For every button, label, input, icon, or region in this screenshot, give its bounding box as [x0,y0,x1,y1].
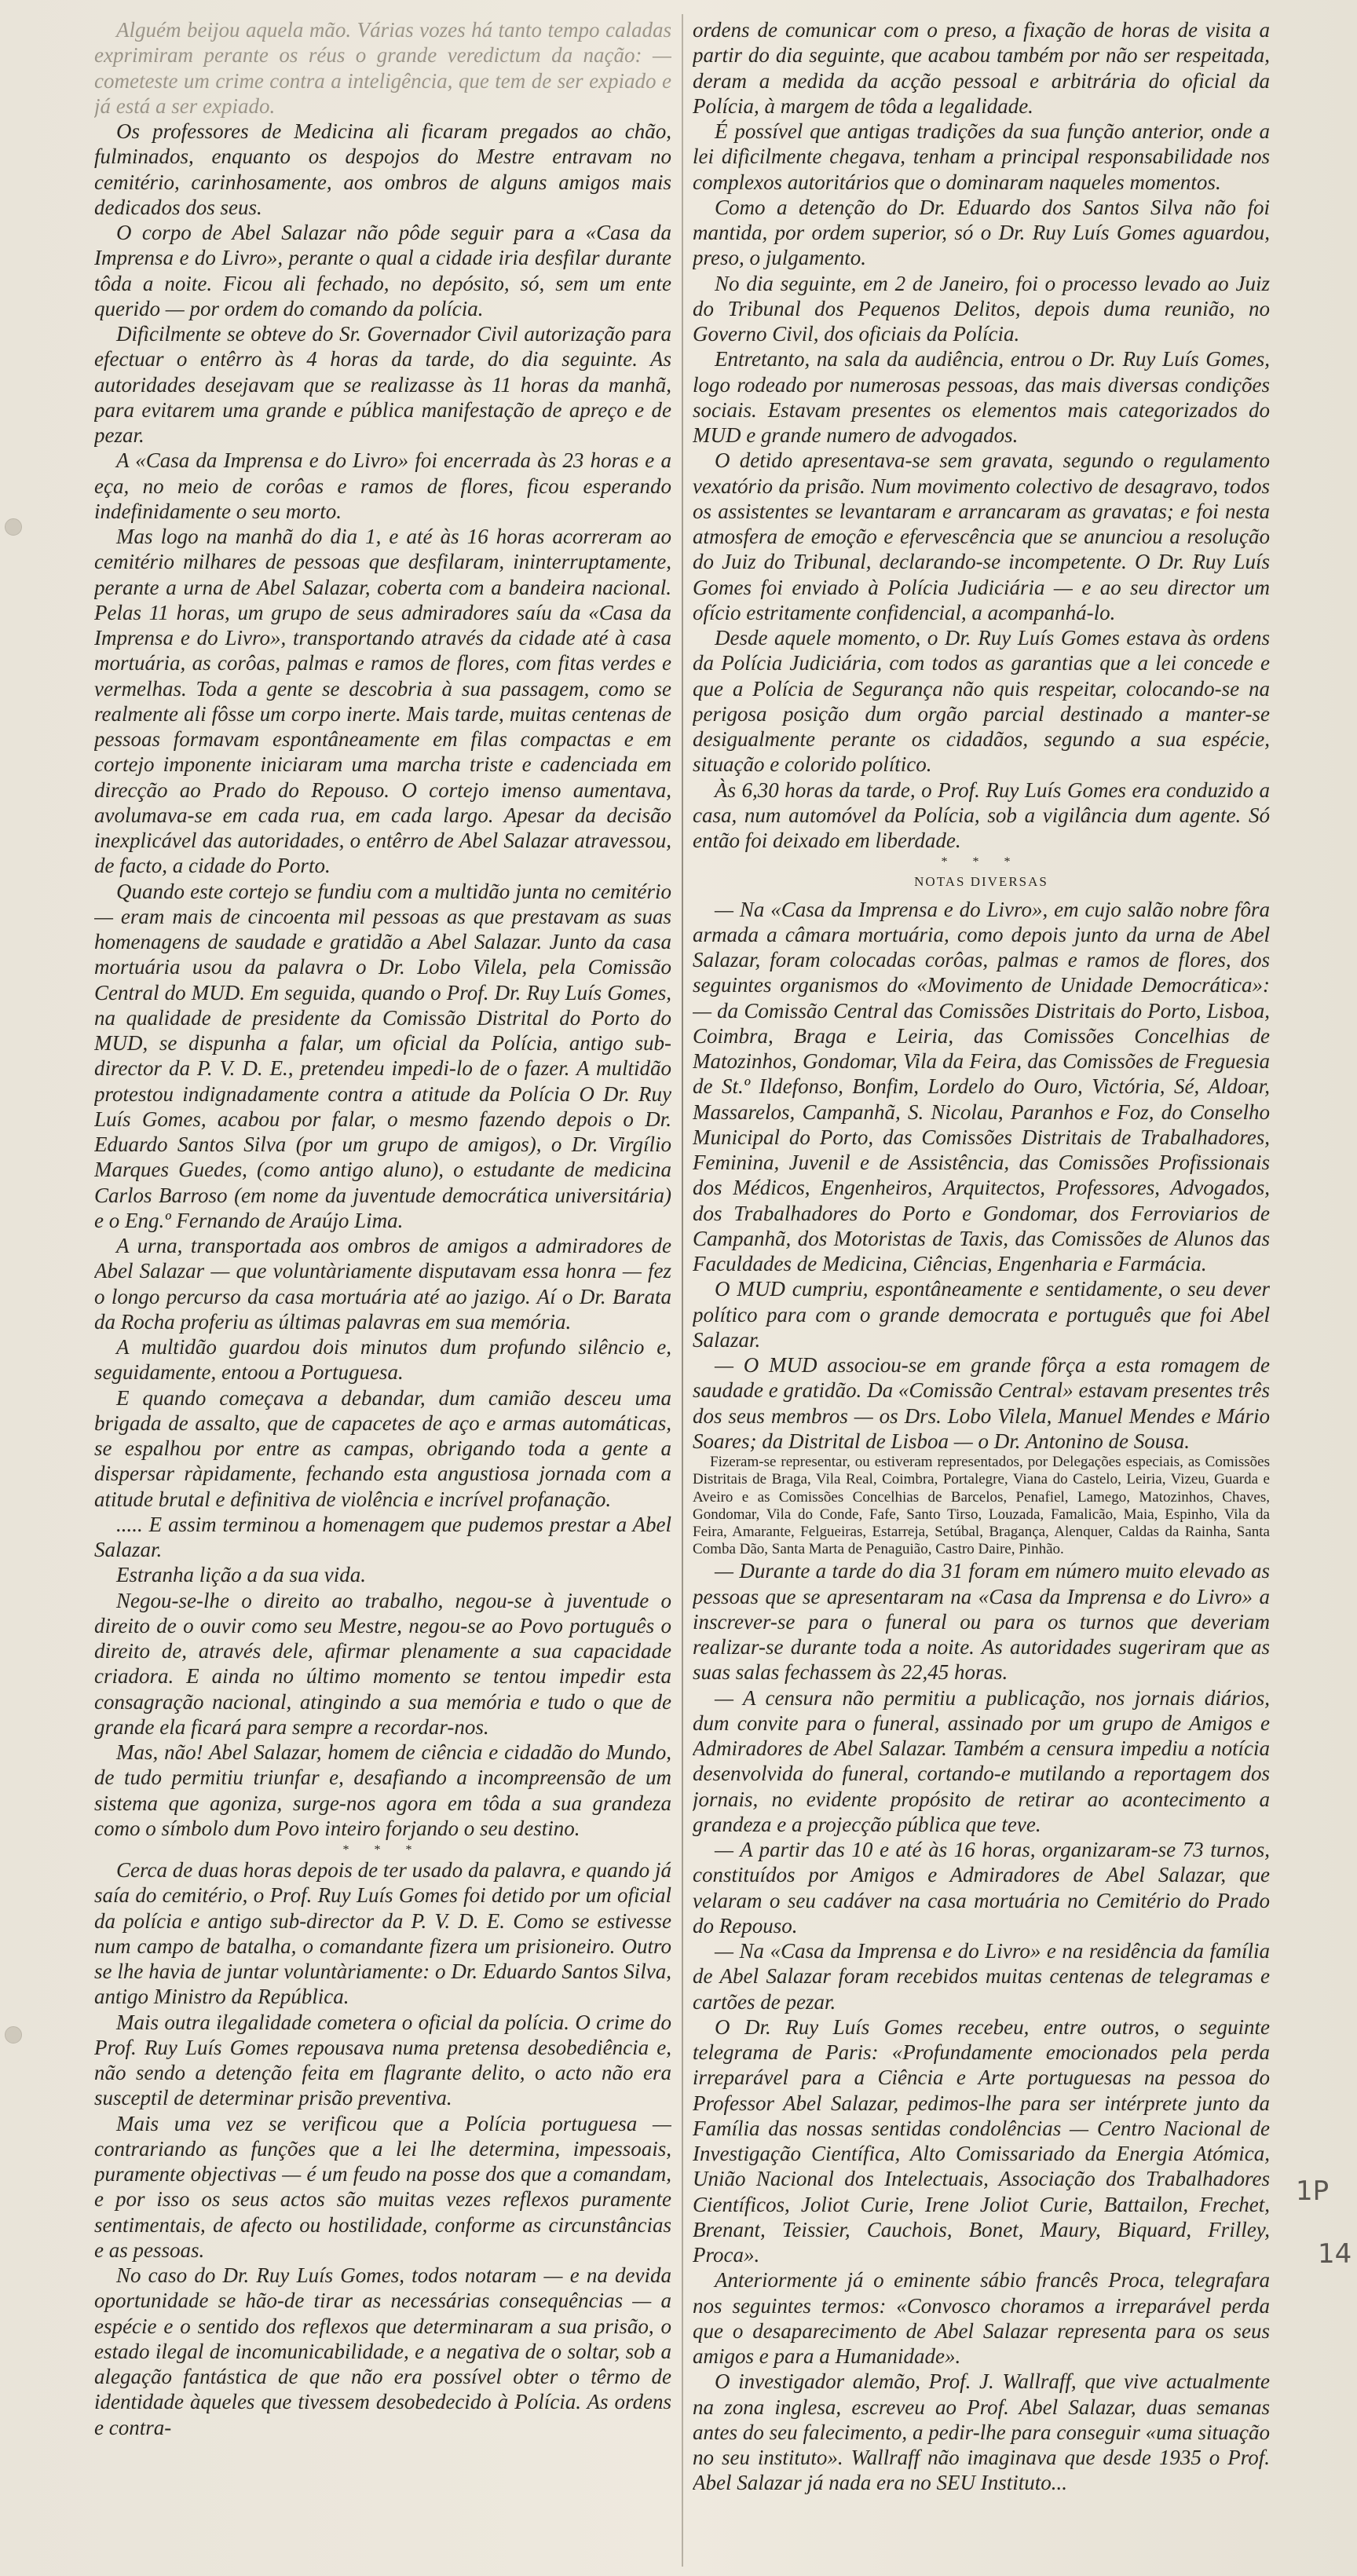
paragraph: Como a detenção do Dr. Eduardo dos Santos Silva não foi mantida, por ordem superior, só o Dr. Ruy Luís Gomes aguardou, preso, o julgamento. [693,195,1270,270]
paragraph: — A partir das 10 e até às 16 horas, organizaram-se 73 turnos, constituídos por Amigos e Admiradores de Abel Salazar, que velaram o seu cadáver na casa mortuária no Cemitério do Prado do Repouso. [693,1838,1270,1937]
paragraph: No dia seguinte, em 2 de Janeiro, foi o processo levado ao Juiz do Tribunal dos Pequenos Delitos, depois duma reunião, no Governo Civil, dos oficiais da Polícia. [693,271,1270,346]
left-column [94,17,671,2566]
paragraph: É possível que antigas tradições da sua função anterior, onde a lei difìcilmente chegava, tenham a principal responsabilidade nos complexos autoritários que o dominaram naqueles momentos. [693,119,1270,194]
paragraph: Quando este cortejo se fundiu com a multidão junta no cemitério — eram mais de cincoenta mil pessoas as que prestavam as suas homenagens de saudade e gratidão a Abel Salazar. Junto da casa mortuária usou da palavra o Dr. Lobo Vilela, pela Comissão Central do MUD. Em seguida, quando o Prof. Dr. Ruy Luís Gomes, na qualidade de presidente da Comissão Distrital do Porto do MUD, se dispunha a falar, um oficial da Polícia, antigo sub-director da P. V. D. E., pretendeu impedi-lo de o fazer. A multidão protestou indignadamente contra a atitude da Polícia O Dr. Ruy Luís Gomes, acabou por falar, o mesmo fazendo depois o Dr. Eduardo Santos Silva (por um grupo de amigos), o Dr. Virgílio Marques Guedes, (como antigo aluno), o estudante de medicina Carlos Barroso (em nome da juventude democrática universitária) e o Eng.º Fernando de Araújo Lima. [94,879,671,1232]
paragraph: A multidão guardou dois minutos dum profundo silêncio e, seguidamente, entoou a Portuguesa. [94,1335,671,1385]
paragraph: O Dr. Ruy Luís Gomes recebeu, entre outros, o seguinte telegrama de Paris: «Profundamente emocionados pela perda irreparável para a Ciência e Arte portuguesas na pessoa do Professor Abel Salazar, pedimos-lhe para ser intérprete junto da Família das nossas sentidas condolências — Centro Nacional de Investigação Científica, Alto Comissariado da Energia Atómica, União Nacional dos Intelectuais, Associação dos Trabalhadores Científicos, Joliot Curie, Irene Joliot Curie, Battailon, Frechet, Brenant, Teissier, Cauchois, Bonet, Maury, Biquard, Frilley, Proca». [693,2014,1270,2267]
paragraph: Mais uma vez se verificou que a Polícia portuguesa — contrariando as funções que a lei lhe determina, impessoais, puramente objectivas — é um feudo na posse dos que a comandam, e por isso os seus actos são muitas vezes reflexos puramente sentimentais, de afecto ou hostilidade, conforme as circunstâncias e as pessoas. [94,2111,671,2262]
paragraph: E quando começava a debandar, dum camião desceu uma brigada de assalto, que de capacetes de aço e armas automáticas, se espalhou por entre as campas, obrigando toda a gente a dispersar ràpidamente, fechando esta angustiosa jornada com a atitude brutal e definitiva de violência e incrível profanação. [94,1385,671,1511]
paragraph: A urna, transportada aos ombros de amigos a admiradores de Abel Salazar — que voluntàriamente disputavam essa honra — fez o longo percurso da casa mortuária até ao jazigo. Aí o Dr. Barata da Rocha proferiu as últimas palavras em sua memória. [94,1234,671,1334]
small-print-paragraph: Fizeram-se representar, ou estiveram representados, por Delegações especiais, as Comissões Distritais de Braga, Vila Real, Coimbra, Portalegre, Viana do Castelo, Leiria, Vizeu, Guarda e Aveiro e as Comissões Concelhias de Barcelos, Penafiel, Lamego, Matozinhos, Chaves, Gondomar, Vila do Conde, Fafe, Santo Tirso, Louzada, Famalicão, Maia, Espinho, Vila da Feira, Amarante, Felgueiras, Estarreja, Setúbal, Bragança, Alenquer, Caldas da Rainha, Santa Comba Dão, Santa Marta de Penaguião, Castro Daire, Pinhão. [693,1454,1270,1558]
paragraph: ordens de comunicar com o preso, a fixação de horas de visita a partir do dia seguinte, que acabou também por não ser respeitada, deram a medida da acção pessoal e arbitrária do oficial da Polícia, à margem de tôda a legalidade. [693,18,1270,118]
handwritten-margin-note: 1P [1296,2175,1330,2207]
handwritten-margin-note: 14 [1318,2238,1352,2270]
binder-hole [5,518,22,536]
binder-hole [5,2026,22,2044]
paragraph: Anteriormente já o eminente sábio francês Proca, telegrafara nos seguintes termos: «Convosco choramos a irreparável perda que o desaparecimento de Abel Salazar representa para os seus amigos e para a Humanidade». [693,2268,1270,2369]
paragraph: O detido apresentava-se sem gravata, segundo o regulamento vexatório da prisão. Num movimento colectivo de desagravo, todos os assistentes se levantaram e arrancaram as gravatas; e foi nesta atmosfera de emoção e efervescência que se anunciou a resolução do Juiz do Tribunal, declarando-se incompetente. O Dr. Ruy Luís Gomes foi enviado à Polícia Judiciária — e ao seu director um ofício estritamente confidencial, a acompanhá-lo. [693,448,1270,624]
paragraph: Mais outra ilegalidade cometera o oficial da polícia. O crime do Prof. Ruy Luís Gomes repousava numa pretensa desobediência e, não sendo a detenção feita em flagrante delito, o acto não era susceptil de determinar prisão preventiva. [94,2010,671,2110]
paragraph: A «Casa da Imprensa e do Livro» foi encerrada às 23 horas e a eça, no meio de corôas e ramos de flores, ficou esperando indefinidamente o seu morto. [94,448,671,523]
paragraph: Desde aquele momento, o Dr. Ruy Luís Gomes estava às ordens da Polícia Judiciária, com todos as garantias que a lei concede e que a Polícia de Segurança não quis respeitar, colocando-se na perigosa posição dum orgão parcial destinado a manter-se desigualmente perante os cidadãos, segundo a sua espécie, situação e colorido político. [693,626,1270,777]
paragraph: Mas logo na manhã do dia 1, e até às 16 horas acorreram ao cemitério milhares de pessoas que desfilaram, ininterruptamente, perante a urna de Abel Salazar, coberta com a bandeira nacional. Pelas 11 horas, um grupo de seus admiradores saíu da «Casa da Imprensa e do Livro», transportando através da cidade até à casa mortuária, as corôas, palmas e ramos de flores, com fitas verdes e vermelhas. Toda a gente se descobria à sua passagem, como se realmente ali fôsse um corpo inerte. Mais tarde, muitas centenas de pessoas formavam espontâneamente em filas compactas e em cortejo imponente iniciaram uma marcha triste e cadenciada em direcção ao Prado do Repouso. O cortejo imenso aumentava, avolumava-se em cada rua, em cada largo. Apesar da decisão inexplicável das autoridades, o entêrro de Abel Salazar atravessou, de facto, a cidade do Porto. [94,525,671,878]
paragraph: No caso do Dr. Ruy Luís Gomes, todos notaram — e na devida oportunidade se hão-de tirar as necessárias consequências — a espécie e o sentido dos reflexos que determinaram a sua prisão, o estado ilegal de incomunicabilidade, e a negativa de o soltar, sob a alegação fantástica de que não era possível obter o têrmo de identidade àqueles que tivessem desobedecido à Polícia. As ordens e contra- [94,2263,671,2439]
paragraph: Estranha lição a da sua vida. [116,1563,366,1587]
section-divider: * * * [941,855,1022,869]
paragraph: — A censura não permitiu a publicação, nos jornais diários, dum convite para o funeral, assinado por um grupo de Amigos e Admiradores de Abel Salazar. Também a censura impediu a notícia desenvolvida do funeral, cortando-e mutilando a reportagem dos jornais, no evidente propósito de retirar ao acontecimento a grandeza e a projecção pública que teve. [693,1685,1270,1836]
paragraph: — Na «Casa da Imprensa e do Livro», em cujo salão nobre fôra armada a câmara mortuária, como depois junto da urna de Abel Salazar, foram colocadas corôas, palmas e ramos de flores, dos seguintes organismos do «Movimento de Unidade Democrática»: — da Comissão Central das Comissões Distritais do Porto, Lisboa, Coimbra, Braga e Leiria, das Comissões Concelhias de Matozinhos, Gondomar, Vila da Feira, das Comissões de Freguesia de St.º Ildefonso, Bonfim, Lordelo do Ouro, Victória, Sé, Aldoar, Massarelos, Campanhã, S. Nicolau, Paranhos e Foz, do Conselho Municipal do Porto, das Comissões Distritais de Trabalhadores, Feminina, Juvenil e de Assistência, das Comissões Profissionais dos Médicos, Engenheiros, Arquitectos, Professores, Advogados, dos Trabalhadores do Porto e Gondomar, dos Ferroviarios de Campanhã, dos Motoristas de Taxis, das Comissões de Alunos das Faculdades de Medicina, Ciências, Engenharia e Farmácia. [693,897,1270,1276]
paragraph: — O MUD associou-se em grande fôrça a esta romagem de saudade e gratidão. Da «Comissão Central» estavam presentes três dos seus membros — os Drs. Lobo Vilela, Manuel Mendes e Mário Soares; da Distrital de Lisboa — o Dr. Antonino de Sousa. [693,1353,1270,1453]
paragraph: — Na «Casa da Imprensa e do Livro» e na residência da família de Abel Salazar foram recebidos muitas centenas de telegramas e cartões de pezar. [693,1939,1270,2014]
paragraph: Cerca de duas horas depois de ter usado da palavra, e quando já saía do cemitério, o Prof. Ruy Luís Gomes foi detido por um oficial da polícia e antigo sub-director da P. V. D. E. Como se estivesse num campo de batalha, o comandante fizera um prisioneiro. Outro se lhe havia de juntar voluntàriamente: o Dr. Eduardo Santos Silva, antigo Ministro da República. [94,1858,671,2009]
paragraph: Negou-se-lhe o direito ao trabalho, negou-se à juventude o direito de o ouvir como seu Mestre, negou-se ao Povo português o direito de, através dele, afirmar plenamente a sua capacidade criadora. E ainda no último momento se tentou impedir esta consagração nacional, atingindo a sua memória e tudo o que de grande ela ficará para sempre a recordar-nos. [94,1588,671,1739]
column-divider [682,14,683,2567]
paragraph: ..... E assim terminou a homenagem que pudemos prestar a Abel Salazar. [94,1512,671,1561]
paragraph: O MUD cumpriu, espontâneamente e sentidamente, o seu dever político para com o grande democrata e português que foi Abel Salazar. [693,1277,1270,1352]
paragraph: — Durante a tarde do dia 31 foram em número muito elevado as pessoas que se apresentaram na «Casa da Imprensa e do Livro» a inscrever-se para o funeral ou para os turnos que deveriam realizar-se durante toda a noite. As autoridades sugeriram que as suas salas fechassem às 22,45 horas. [693,1559,1270,1685]
paragraph: Mas, não! Abel Salazar, homem de ciência e cidadão do Mundo, de tudo permitiu triunfar e, desafiando a incompreensão de um sistema que agoniza, surge-nos agora em tôda a sua grandeza como o símbolo dum Povo inteiro forjando o seu destino. [94,1740,671,1840]
paragraph: Alguém beijou aquela mão. Várias vozes há tanto tempo caladas exprimiram perante os réus o grande veredictum da nação: — cometeste um crime contra a inteligência, que tem de ser expiado e já está a ser expiado. [94,18,671,118]
section-divider: * * * [342,1843,423,1857]
paragraph: O investigador alemão, Prof. J. Wallraff, que vive actualmente na zona inglesa, escreveu ao Prof. Abel Salazar, duas semanas antes do seu falecimento, a pedir-lhe para conseguir «uma situação no seu instituto». Wallraff não imaginava que desde 1935 o Prof. Abel Salazar já nada era no SEU Instituto... [693,2369,1270,2495]
paragraph: Difìcilmente se obteve do Sr. Governador Civil autorização para efectuar o entêrro às 4 horas da tarde, do dia seguinte. As autoridades desejavam que se realizasse às 11 horas da manhã, para evitarem uma grande e pública manifestação de apreço e de pezar. [94,322,671,447]
paragraph: Entretanto, na sala da audiência, entrou o Dr. Ruy Luís Gomes, logo rodeado por numerosas pessoas, das mais diversas condições sociais. Estavam presentes os elementos mais categorizados do MUD e grande numero de advogados. [693,347,1270,447]
section-heading: NOTAS DIVERSAS [914,874,1048,890]
right-column [693,17,1270,2566]
paragraph: O corpo de Abel Salazar não pôde seguir para a «Casa da Imprensa e do Livro», perante o qual a cidade iria desfilar durante tôda a noite. Ficou ali fechado, no depósito, só, sem um ente querido — por ordem do comando da polícia. [94,221,671,320]
paragraph: Os professores de Medicina ali ficaram pregados ao chão, fulminados, enquanto os despojos do Mestre entravam no cemitério, carinhosamente, aos ombros de alguns amigos mais dedicados dos seus. [94,119,671,219]
paragraph: Às 6,30 horas da tarde, o Prof. Ruy Luís Gomes era conduzido a casa, num automóvel da Polícia, sob a vigilância dum agente. Só então foi deixado em liberdade. [693,778,1270,852]
